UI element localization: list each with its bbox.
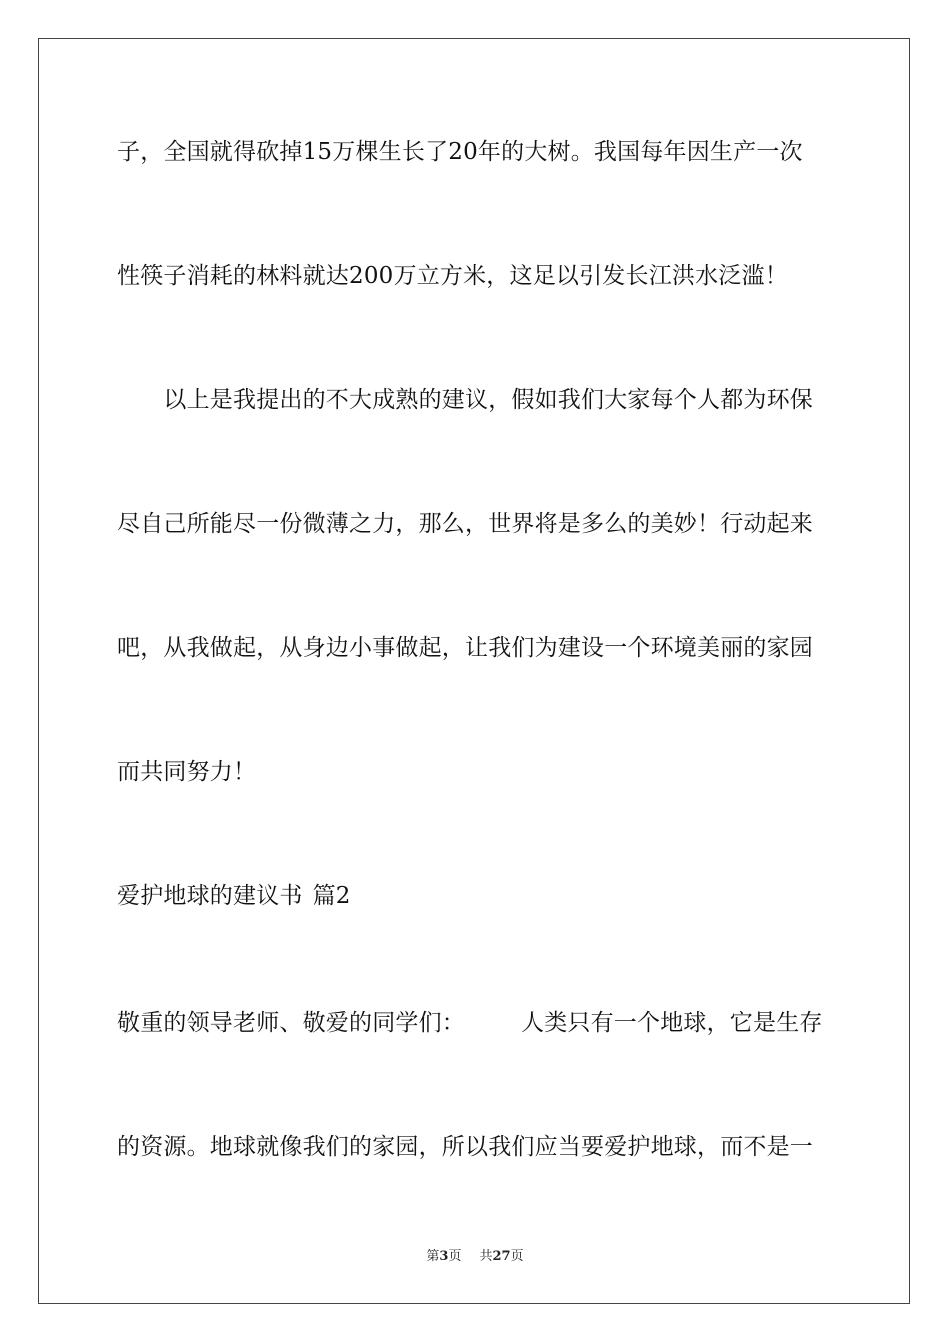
section-title: 爱护地球的建议书 (117, 883, 303, 909)
salutation: 敬重的领导老师、敬爱的同学们： (117, 1010, 465, 1036)
text-line-2: 性筷子消耗的林料就达200万立方米，这足以引发长江洪水泛滥！ (117, 263, 788, 289)
text-line-4: 尽自己所能尽一份微薄之力，那么，世界将是多么的美妙！行动起来 (117, 511, 813, 537)
page-border (38, 38, 910, 1304)
total-pages: 27 (492, 1249, 511, 1264)
page-prefix: 第 (426, 1249, 440, 1264)
text-line-5: 吧，从我做起，从身边小事做起，让我们为建设一个环境美丽的家园 (117, 635, 813, 661)
page-footer (0, 1248, 950, 1266)
text-line-1: 子，全国就得砍掉15万棵生长了20年的大树。我国每年因生产一次 (117, 139, 803, 165)
para2-line1-rest: 人类只有一个地球，它是生存 (521, 1010, 823, 1036)
text-line-salutation (117, 1008, 837, 1038)
text-line-para2: 的资源。地球就像我们的家园，所以我们应当要爱护地球，而不是一 (117, 1134, 813, 1160)
text-line-3: 以上是我提出的不大成熟的建议，假如我们大家每个人都为环保 (117, 387, 813, 413)
total-prefix: 共 (479, 1249, 493, 1264)
page-suffix: 页 (448, 1249, 462, 1264)
text-line-6: 而共同努力！ (117, 759, 257, 785)
section-heading (117, 881, 837, 911)
total-suffix: 页 (510, 1249, 524, 1264)
page-number: 3 (439, 1249, 449, 1264)
section-label: 篇2 (312, 883, 351, 909)
